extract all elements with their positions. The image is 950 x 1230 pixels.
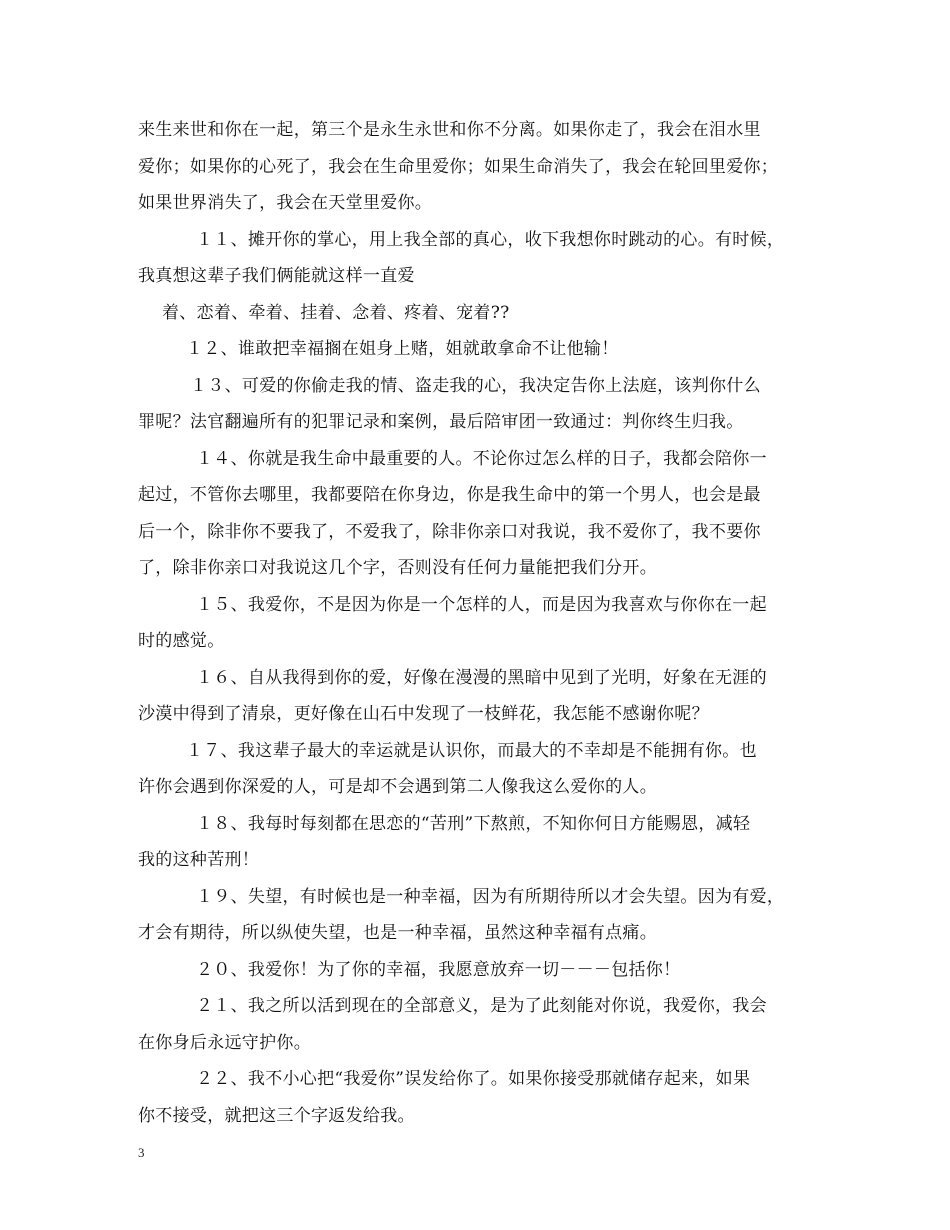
- text-line: 你不接受，就把这三个字返发给我。: [138, 1105, 415, 1126]
- text-line: 了，除非你亲口对我说这几个字，否则没有任何力量能把我们分开。: [138, 558, 657, 578]
- text-line: 我的这种苦刑！: [138, 850, 260, 870]
- paragraph-16-start: １６、自从我得到你的爱，好像在漫漫的黑暗中见到了光明，好象在无涯的: [196, 667, 767, 688]
- document-body: [138, 112, 818, 1134]
- paragraph-11-start: １１、摊开你的掌心，用上我全部的真心，收下我想你时跳动的心。有时候，: [196, 229, 785, 250]
- text-line: 起过，不管你去哪里，我都要陪在你身边，你是我生命中的第一个男人，也会是最: [138, 485, 761, 505]
- text-line: 后一个，除非你不要我了，不爱我了，除非你亲口对我说，我不爱你了，我不要你: [138, 521, 761, 542]
- paragraph-20-start: ２０、我爱你！为了你的幸福，我愿意放弃一切－－－包括你！: [196, 959, 681, 980]
- text-line: 爱你；如果你的心死了，我会在生命里爱你；如果生命消失了，我会在轮回里爱你；: [138, 156, 779, 177]
- text-line: 如果世界消失了，我会在天堂里爱你。: [138, 193, 433, 213]
- text-line: 着、恋着、牵着、挂着、念着、疼着、宠着??: [162, 302, 510, 323]
- text-line: 时的感觉。: [138, 631, 225, 651]
- text-line: 在你身后永远守护你。: [138, 1032, 311, 1053]
- paragraph-19-start: １９、失望，有时候也是一种幸福，因为有所期待所以才会失望。因为有爱，: [196, 886, 785, 907]
- paragraph-15-start: １５、我爱你，不是因为你是一个怎样的人，而是因为我喜欢与你你在一起: [196, 594, 767, 615]
- paragraph-13-start: １３、可爱的你偷走我的情、盗走我的心，我决定告你上法庭，该判你什么: [190, 375, 761, 396]
- text-line: 罪呢？法官翻遍所有的犯罪记录和案例，最后陪审团一致通过：判你终生归我。: [138, 412, 744, 432]
- paragraph-17-start: １７、我这辈子最大的幸运就是认识你，而最大的不幸却是不能拥有你。也: [186, 740, 757, 761]
- text-line: 来生来世和你在一起，第三个是永生永世和你不分离。如果你走了，我会在泪水里: [138, 120, 761, 140]
- paragraph-14-start: １４、你就是我生命中最重要的人。不论你过怎么样的日子，我都会陪你一: [196, 448, 767, 469]
- text-line: 才会有期待，所以纵使失望，也是一种幸福，虽然这种幸福有点痛。: [138, 923, 657, 943]
- paragraph-21-start: ２１、我之所以活到现在的全部意义，是为了此刻能对你说，我爱你，我会: [196, 996, 767, 1016]
- page-number: 3: [138, 1145, 145, 1160]
- paragraph-18-start: １８、我每时每刻都在思恋的“苦刑”下熬煎，不知你何日方能赐恩，减轻: [196, 813, 751, 834]
- paragraph-22-start: ２２、我不小心把“我爱你”误发给你了。如果你接受那就储存起来，如果: [196, 1069, 751, 1089]
- text-line: 沙漠中得到了清泉，更好像在山石中发现了一枝鲜花，我怎能不感谢你呢？: [138, 704, 709, 724]
- text-line: 许你会遇到你深爱的人，可是却不会遇到第二人像我这么爱你的人。: [138, 777, 657, 797]
- text-line: 我真想这辈子我们俩能就这样一直爱: [138, 266, 415, 286]
- paragraph-12-start: １２、谁敢把幸福搁在姐身上赌，姐就敢拿命不让他输！: [186, 339, 619, 359]
